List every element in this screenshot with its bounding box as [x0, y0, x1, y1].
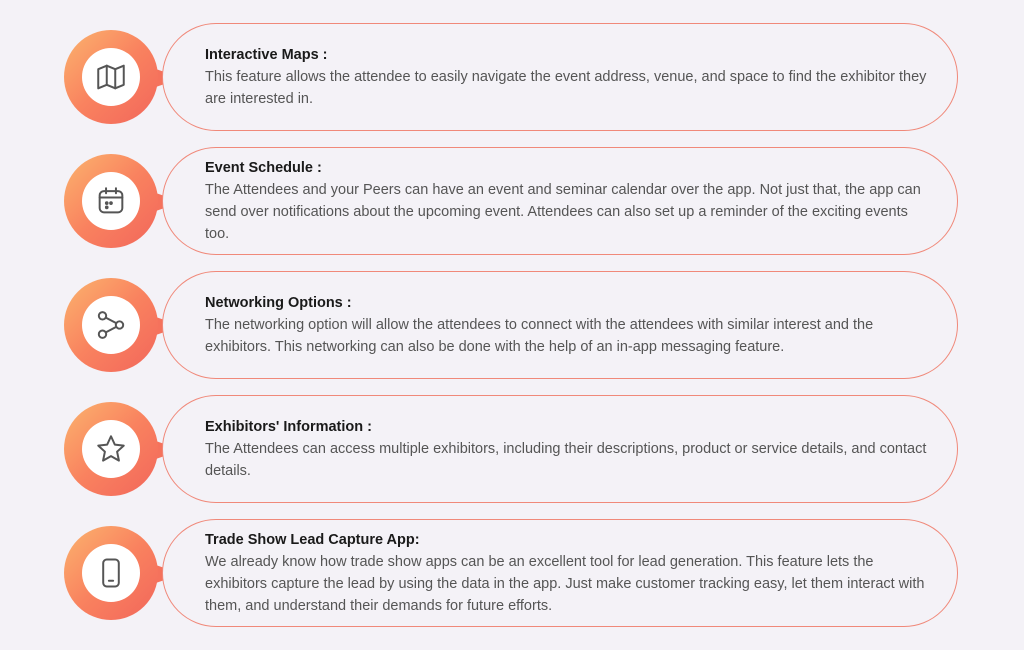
icon-circle [82, 296, 140, 354]
icon-circle [82, 544, 140, 602]
icon-badge [64, 526, 158, 620]
feature-text [205, 292, 935, 358]
icon-circle [82, 48, 140, 106]
feature-title: Exhibitors' Information : [205, 419, 372, 435]
mobile-phone-icon [94, 556, 128, 590]
feature-bubble [162, 271, 958, 379]
feature-description: We already know how trade show apps can be an excellent tool for lead generation. This feature lets the exhibitors capture the lead by using the data in the app. Just make customer tracking easy, let them interact with them, and understand their demands for future efforts. [205, 554, 925, 614]
feature-description: The networking option will allow the attendees to connect with the attendees with similar interest and the exhibitors. This networking can also be done with the help of an in-app messaging feature. [205, 317, 874, 355]
feature-text [205, 416, 935, 482]
icon-badge [64, 278, 158, 372]
icon-circle [82, 172, 140, 230]
feature-title: Trade Show Lead Capture App: [205, 532, 420, 548]
feature-title: Event Schedule : [205, 160, 322, 176]
feature-item-lead-capture-app [0, 519, 1024, 629]
icon-circle [82, 420, 140, 478]
feature-description: The Attendees can access multiple exhibitors, including their descriptions, product or service details, and contact details. [205, 441, 927, 479]
feature-bubble [162, 23, 958, 131]
feature-item-event-schedule [0, 147, 1024, 257]
share-icon [94, 308, 128, 342]
feature-title: Networking Options : [205, 295, 352, 311]
feature-bubble [162, 519, 958, 627]
feature-description: The Attendees and your Peers can have an event and seminar calendar over the app. Not just that, the app can send over notifications about the upcoming event. Attendees can also set up a reminder of the exciting events too. [205, 182, 921, 242]
feature-bubble [162, 147, 958, 255]
feature-bubble [162, 395, 958, 503]
feature-description: This feature allows the attendee to easily navigate the event address, venue, and space to find the exhibitor they are interested in. [205, 69, 927, 107]
calendar-icon [94, 184, 128, 218]
feature-text [205, 44, 935, 110]
map-icon [94, 60, 128, 94]
feature-text [205, 157, 935, 245]
feature-item-interactive-maps [0, 23, 1024, 133]
icon-badge [64, 154, 158, 248]
feature-title: Interactive Maps : [205, 47, 328, 63]
icon-badge [64, 30, 158, 124]
feature-item-networking-options [0, 271, 1024, 381]
feature-text [205, 529, 935, 617]
star-icon [94, 432, 128, 466]
icon-badge [64, 402, 158, 496]
feature-item-exhibitors-information [0, 395, 1024, 505]
